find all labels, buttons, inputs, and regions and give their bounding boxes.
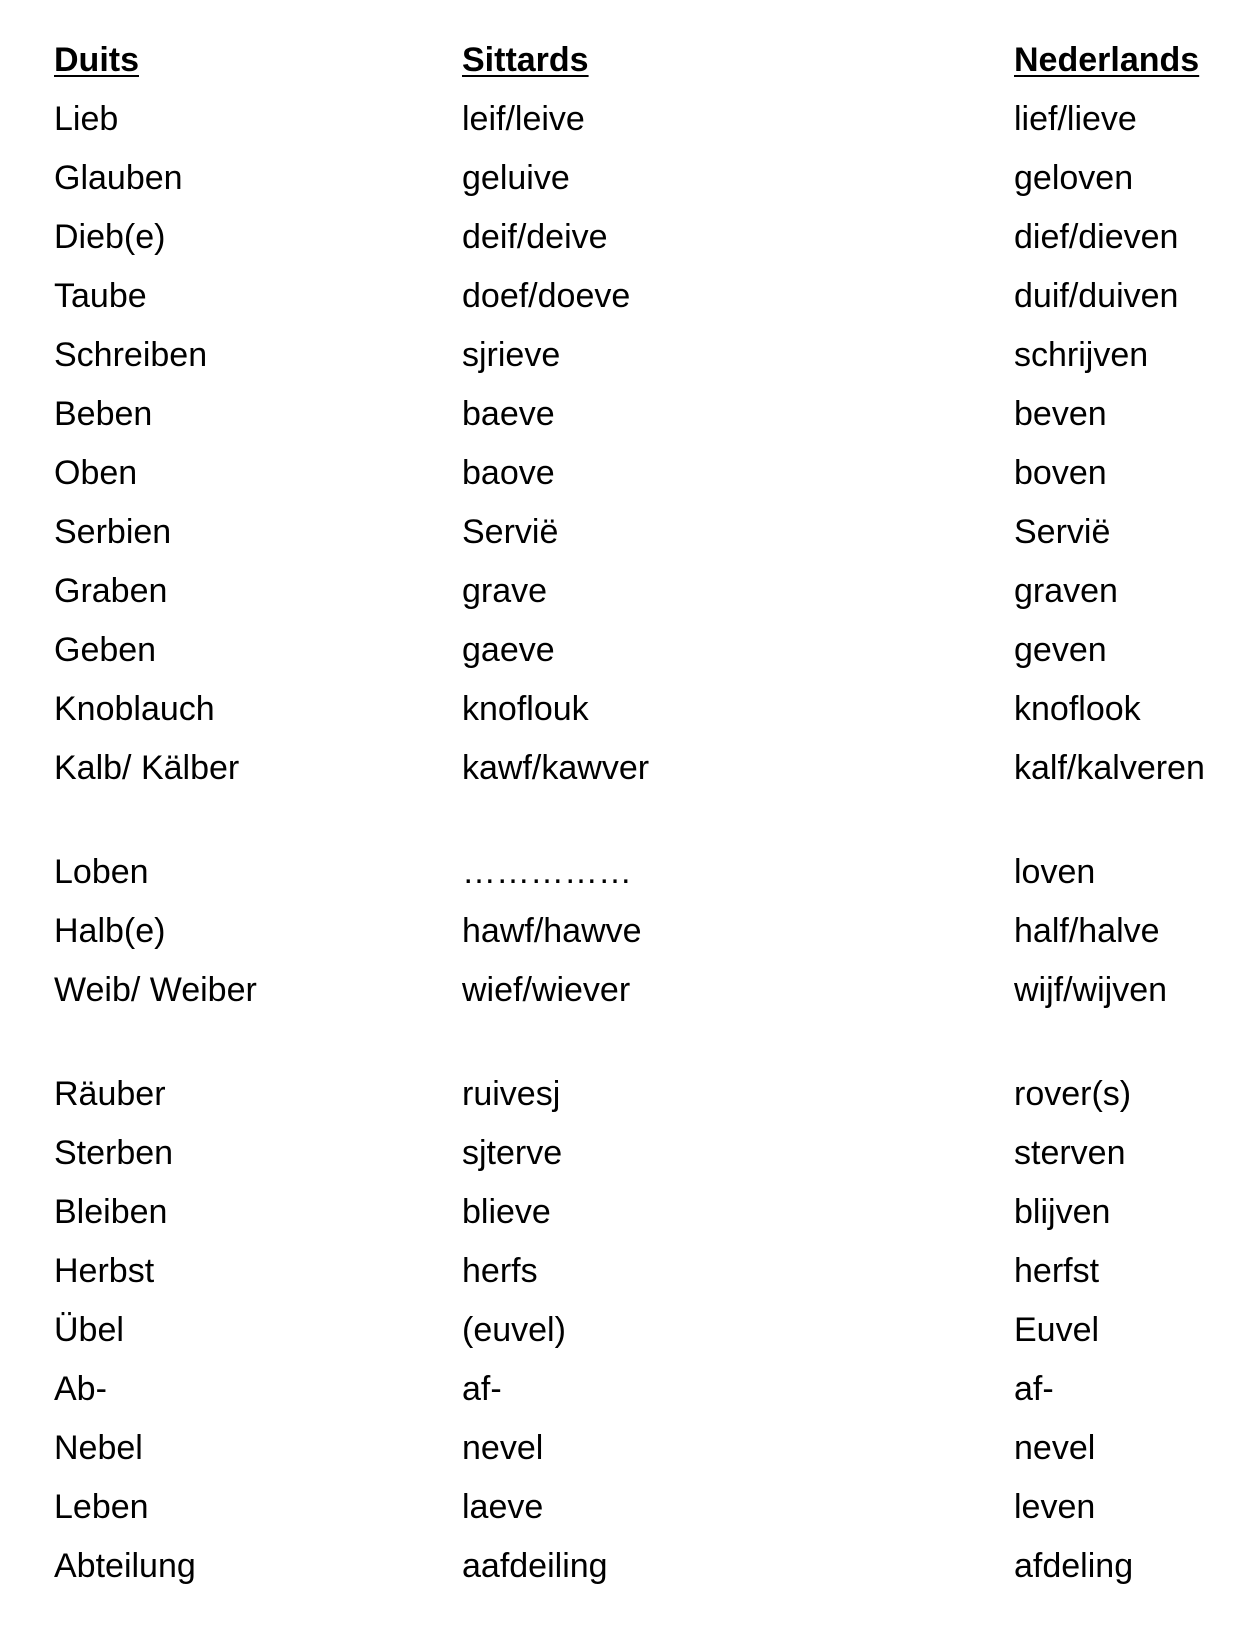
sittard-word: baove [462,454,555,492]
german-word: Lieb [54,100,119,138]
dutch-word: graven [1014,572,1118,610]
table-row [54,1190,1234,1249]
dutch-word: nevel [1014,1429,1096,1467]
sittard-word: herfs [462,1252,538,1290]
table-row [54,451,1234,510]
table-row [54,968,1234,1072]
sittard-word: nevel [462,1429,544,1467]
dutch-word: beven [1014,395,1107,433]
dutch-word: kalf/kalveren [1014,749,1205,787]
sittard-word: af- [462,1370,502,1408]
table-row [54,850,1234,909]
table-row [54,392,1234,451]
german-word: Schreiben [54,336,208,374]
sittard-word: baeve [462,395,555,433]
german-word: Räuber [54,1075,166,1113]
sittard-word: Servië [462,513,559,551]
dutch-word: Servië [1014,513,1111,551]
table-row [54,333,1234,392]
german-word: Nebel [54,1429,143,1467]
sittard-word: (euvel) [462,1311,566,1349]
dutch-word: herfst [1014,1252,1100,1290]
table-row [54,687,1234,746]
dutch-word: loven [1014,853,1096,891]
german-word: Übel [54,1311,124,1349]
dutch-word: knoflook [1014,690,1141,728]
german-word: Dieb(e) [54,218,166,256]
dutch-word: boven [1014,454,1107,492]
german-word: Weib/ Weiber [54,971,257,1009]
dutch-word: duif/duiven [1014,277,1179,315]
table-row [54,746,1234,850]
german-word: Taube [54,277,147,315]
table-row [54,1367,1234,1426]
table-row [54,1249,1234,1308]
german-word: Loben [54,853,149,891]
sittard-word: gaeve [462,631,555,669]
dutch-word: wijf/wijven [1014,971,1168,1009]
table-row [54,1308,1234,1367]
sittard-word: wief/wiever [462,971,631,1009]
dutch-word: blijven [1014,1193,1111,1231]
dutch-word: af- [1014,1370,1054,1408]
table-row [54,156,1234,215]
word-comparison-table [54,38,1234,1603]
german-word: Knoblauch [54,690,215,728]
table-row [54,274,1234,333]
dutch-word: leven [1014,1488,1096,1526]
table-row [54,97,1234,156]
german-word: Geben [54,631,157,669]
dutch-word: geloven [1014,159,1134,197]
table-row [54,215,1234,274]
german-word: Halb(e) [54,912,166,950]
sittard-word: sjterve [462,1134,563,1172]
german-word: Glauben [54,159,183,197]
dutch-word: lief/lieve [1014,100,1137,138]
header-row [54,38,1234,97]
header-german: Duits [54,41,139,79]
sittard-word: sjrieve [462,336,561,374]
header-dutch: Nederlands [1014,41,1200,79]
table-row [54,569,1234,628]
table-row [54,628,1234,687]
dutch-word: dief/dieven [1014,218,1179,256]
german-word: Serbien [54,513,172,551]
sittard-word: ruivesj [462,1075,561,1113]
dutch-word: geven [1014,631,1107,669]
german-word: Graben [54,572,168,610]
dutch-word: schrijven [1014,336,1149,374]
table-row [54,1485,1234,1544]
table-row [54,1426,1234,1485]
german-word: Abteilung [54,1547,196,1585]
dutch-word: sterven [1014,1134,1126,1172]
sittard-word: geluive [462,159,570,197]
sittard-word: deif/deive [462,218,608,256]
german-word: Beben [54,395,153,433]
german-word: Herbst [54,1252,155,1290]
german-word: Oben [54,454,138,492]
sittard-word: laeve [462,1488,544,1526]
german-word: Kalb/ Kälber [54,749,240,787]
sittard-word: grave [462,572,548,610]
german-word: Bleiben [54,1193,168,1231]
dutch-word: Euvel [1014,1311,1100,1349]
table-row [54,1072,1234,1131]
table-row [54,909,1234,968]
german-word: Sterben [54,1134,174,1172]
sittard-word: doef/doeve [462,277,631,315]
german-word: Leben [54,1488,149,1526]
dutch-word: half/halve [1014,912,1160,950]
sittard-word: kawf/kawver [462,749,650,787]
german-word: Ab- [54,1370,107,1408]
dutch-word: rover(s) [1014,1075,1132,1113]
sittard-word: aafdeiling [462,1547,608,1585]
dutch-word: afdeling [1014,1547,1134,1585]
table-row [54,1131,1234,1190]
table-row [54,510,1234,569]
table-row [54,1544,1234,1603]
sittard-word: …………… [462,853,632,891]
sittard-word: leif/leive [462,100,585,138]
header-sittard: Sittards [462,41,589,79]
sittard-word: knoflouk [462,690,589,728]
sittard-word: blieve [462,1193,551,1231]
sittard-word: hawf/hawve [462,912,642,950]
